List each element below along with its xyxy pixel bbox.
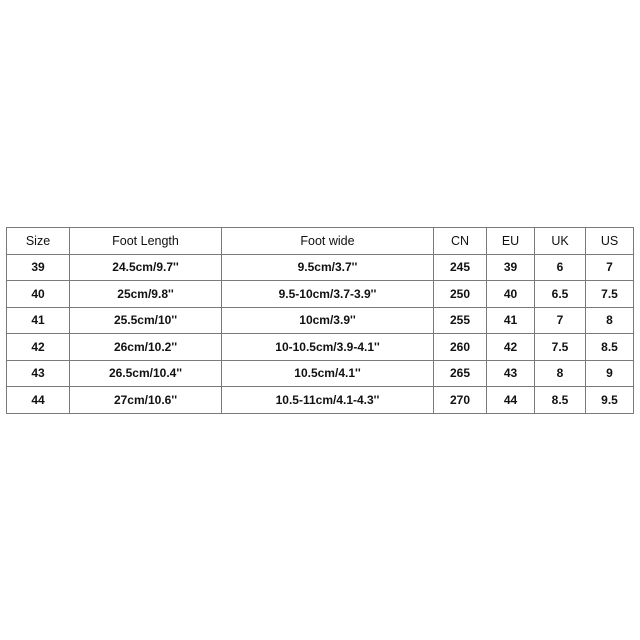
header-uk: UK (535, 228, 586, 255)
cell-cn: 270 (434, 387, 487, 414)
cell-size: 43 (7, 360, 70, 387)
cell-foot-length: 25.5cm/10'' (70, 307, 222, 334)
cell-foot-wide: 10-10.5cm/3.9-4.1'' (222, 334, 434, 361)
cell-eu: 43 (487, 360, 535, 387)
cell-us: 7 (586, 254, 634, 281)
size-chart-table (6, 227, 634, 414)
cell-foot-wide: 10cm/3.9'' (222, 307, 434, 334)
header-us: US (586, 228, 634, 255)
table-row (7, 360, 634, 387)
cell-us: 8.5 (586, 334, 634, 361)
header-eu: EU (487, 228, 535, 255)
cell-eu: 39 (487, 254, 535, 281)
cell-size: 42 (7, 334, 70, 361)
cell-cn: 260 (434, 334, 487, 361)
cell-uk: 8 (535, 360, 586, 387)
cell-size: 40 (7, 281, 70, 308)
table-row (7, 307, 634, 334)
cell-foot-length: 24.5cm/9.7'' (70, 254, 222, 281)
cell-cn: 250 (434, 281, 487, 308)
cell-uk: 7.5 (535, 334, 586, 361)
table-row (7, 281, 634, 308)
cell-uk: 7 (535, 307, 586, 334)
cell-uk: 6.5 (535, 281, 586, 308)
header-foot-length: Foot Length (70, 228, 222, 255)
cell-cn: 245 (434, 254, 487, 281)
cell-eu: 40 (487, 281, 535, 308)
cell-us: 8 (586, 307, 634, 334)
cell-us: 7.5 (586, 281, 634, 308)
cell-foot-length: 25cm/9.8'' (70, 281, 222, 308)
cell-foot-length: 26.5cm/10.4'' (70, 360, 222, 387)
cell-eu: 41 (487, 307, 535, 334)
header-size: Size (7, 228, 70, 255)
cell-us: 9.5 (586, 387, 634, 414)
cell-foot-wide: 10.5cm/4.1'' (222, 360, 434, 387)
header-row (7, 228, 634, 255)
table-row (7, 387, 634, 414)
cell-uk: 6 (535, 254, 586, 281)
cell-size: 39 (7, 254, 70, 281)
cell-eu: 44 (487, 387, 535, 414)
cell-size: 44 (7, 387, 70, 414)
cell-cn: 265 (434, 360, 487, 387)
cell-foot-length: 26cm/10.2'' (70, 334, 222, 361)
table-row (7, 254, 634, 281)
cell-foot-wide: 9.5-10cm/3.7-3.9'' (222, 281, 434, 308)
cell-cn: 255 (434, 307, 487, 334)
header-cn: CN (434, 228, 487, 255)
cell-size: 41 (7, 307, 70, 334)
cell-us: 9 (586, 360, 634, 387)
cell-foot-wide: 10.5-11cm/4.1-4.3'' (222, 387, 434, 414)
cell-foot-wide: 9.5cm/3.7'' (222, 254, 434, 281)
table-row (7, 334, 634, 361)
cell-eu: 42 (487, 334, 535, 361)
header-foot-wide: Foot wide (222, 228, 434, 255)
cell-uk: 8.5 (535, 387, 586, 414)
cell-foot-length: 27cm/10.6'' (70, 387, 222, 414)
